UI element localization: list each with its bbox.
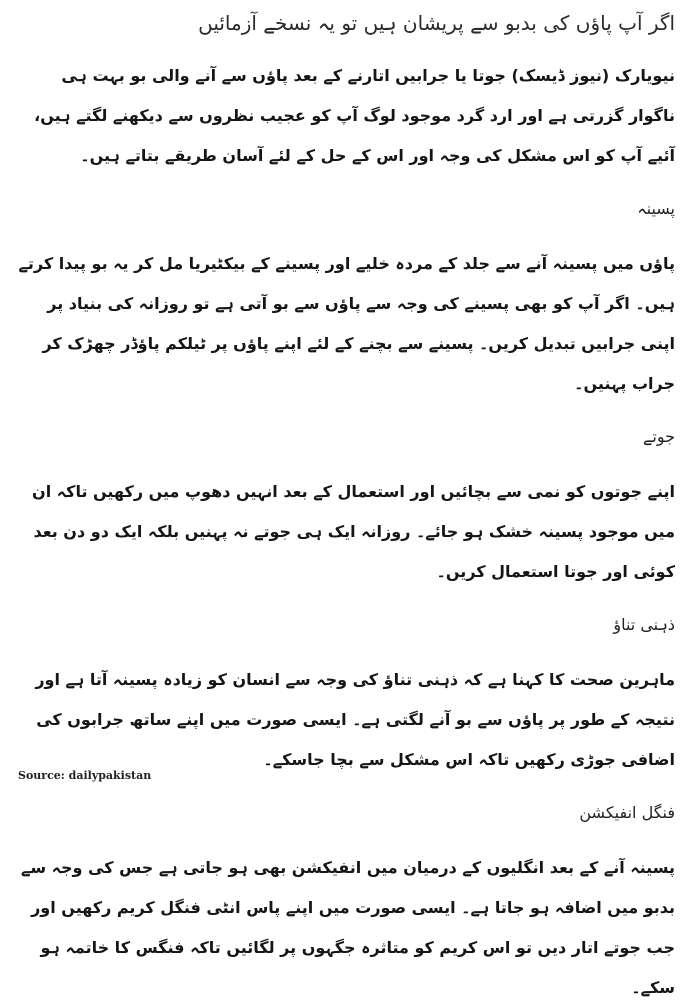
article-title: اگر آپ پاؤں کی بدبو سے پریشان ہیں تو یہ نسخے آزمائیں (198, 11, 675, 35)
section-body-sweat: پاؤں میں پسینہ آنے سے جلد کے مردہ خلیے اور پسینے کے بیکٹیریا مل کر یہ بو پیدا کرتے ہیں۔ اگر آپ کو بھی پسینے کی وجہ سے پاؤں سے بو آتی ہے تو روزانہ کی بنیاد پر اپنی جرابیں تبدیل کریں۔ پسینے سے بچنے کے لئے اپنے پاؤں پر ٹیلکم پاؤڈر چھڑک کر جراب پہنیں۔ (18, 254, 675, 393)
section-heading-fungal: فنگل انفیکشن (579, 803, 675, 822)
section-heading-sweat: پسینہ (637, 199, 675, 218)
section-body-shoes: اپنے جوتوں کو نمی سے بچائیں اور استعمال کے بعد انہیں دھوپ میں رکھیں تاکہ ان میں موجود پسینہ خشک ہو جائے۔ روزانہ ایک ہی جوتے نہ پہنیں بلکہ ایک دو دن بعد کوئی اور جوتا استعمال کریں۔ (32, 482, 675, 581)
section-heading-stress: ذہنی تناؤ (613, 615, 675, 634)
article-intro: نیویارک (نیوز ڈیسک) جوتا یا جرابیں اتارنے کے بعد پاؤں سے آنے والی بو بہت ہی ناگوار گزرتی ہے اور ارد گرد موجود لوگ آپ کو عجیب نظروں سے دیکھنے لگتے ہیں، آئیے آپ کو اس مشکل کی وجہ اور اس کے حل کے لئے آسان طریقے بتاتے ہیں۔ (34, 66, 675, 165)
section-heading-shoes: جوتے (643, 427, 675, 446)
section-body-stress: ماہرین صحت کا کہنا ہے کہ ذہنی تناؤ کی وجہ سے انسان کو زیادہ پسینہ آتا ہے اور نتیجہ کے طور پر پاؤں سے بو آنے لگتی ہے۔ ایسی صورت میں اپنے ساتھ جرابوں کی اضافی جوڑی رکھیں تاکہ اس مشکل سے بچا جاسکے۔ (35, 670, 675, 769)
section-body-fungal: پسینہ آنے کے بعد انگلیوں کے درمیان میں انفیکشن بھی ہو جاتی ہے جس کی وجہ سے بدبو میں اضافہ ہو جاتا ہے۔ ایسی صورت میں اپنے پاس انٹی فنگل کریم رکھیں اور جب جوتے اتار دیں تو اس کریم کو متاثرہ جگہوں پر لگائیں تاکہ فنگس کا خاتمہ ہو سکے۔ (20, 858, 675, 997)
source-credit: Source: dailypakistan (18, 769, 152, 782)
article (18, 8, 675, 997)
